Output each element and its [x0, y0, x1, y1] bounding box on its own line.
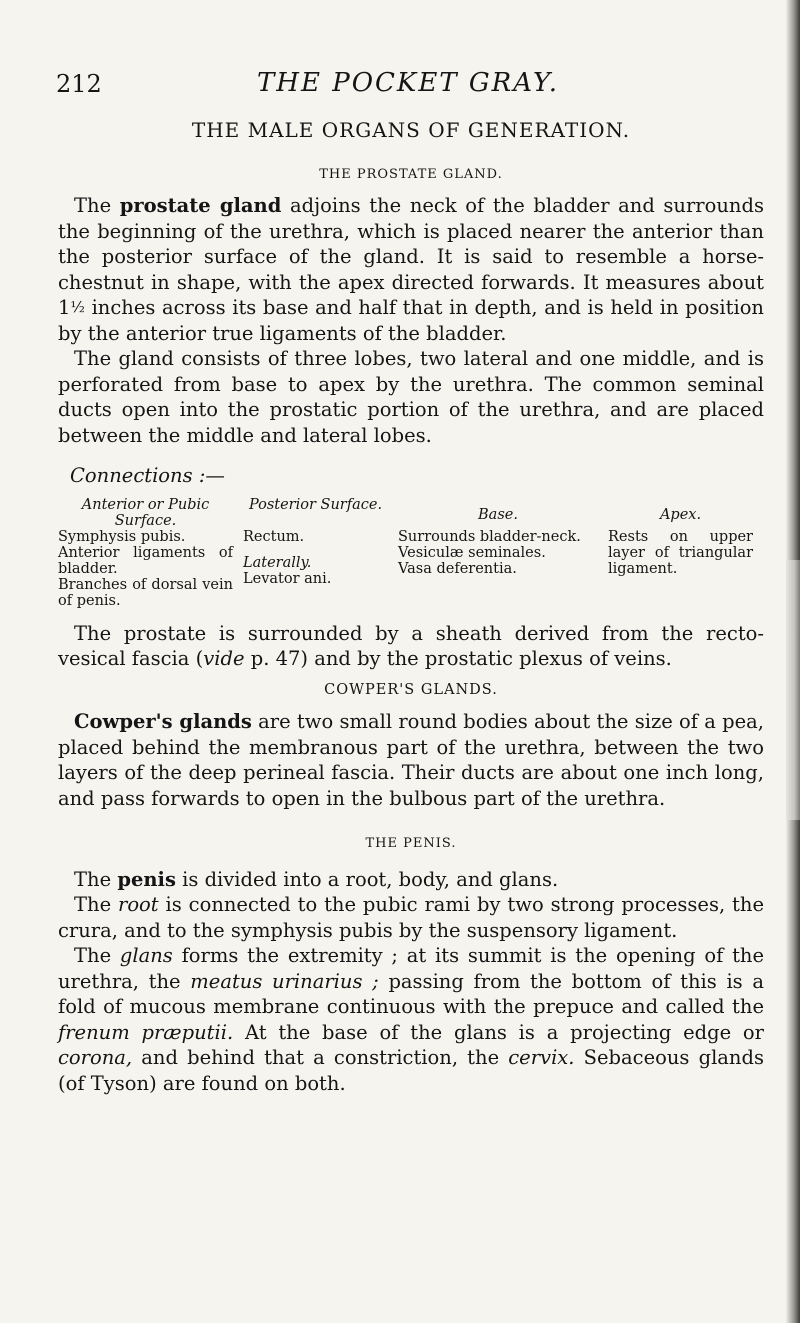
- spacer: [243, 545, 388, 555]
- text-run: At the base of the glans is a projecting edge or: [233, 1020, 764, 1044]
- text-run: is connected to the pubic rami by two strong processes, the crura, and to the symphysis pubis by the suspensory ligament.: [58, 893, 764, 942]
- prostate-paragraph-3: [58, 621, 764, 672]
- prostate-paragraph-1: [58, 193, 764, 346]
- text-run: forms the extremity ; at its summit is the opening of the urethra, the: [58, 944, 765, 993]
- penis-paragraph-3: [58, 943, 764, 1096]
- italic-cervix: cervix.: [508, 1046, 575, 1069]
- text-run: p. 47) and by the prostatic plexus of veins.: [244, 647, 672, 670]
- fraction: ½: [70, 298, 85, 316]
- text-run: are two small round bodies about the size of a pea, placed behind the membranous part of the urethra, between the two layers of the deep perineal fascia. Their ducts are about one inch long, and pass forwards to open in the bulbous part of the urethra.: [58, 710, 764, 810]
- text-run: The: [74, 893, 118, 916]
- table-cell: Vesiculæ seminales.: [398, 544, 546, 561]
- table-cell: Branches of dorsal vein of penis.: [58, 576, 233, 609]
- column-head-base: Base.: [478, 506, 518, 523]
- prostate-paragraph-2: The gland consists of three lobes, two lateral and one middle, and is perforated from base to apex by the urethra. The common seminal ducts open into the prostatic portion of the urethra, and are placed between the middle and lateral lobes.: [58, 347, 764, 447]
- term-penis: penis: [117, 867, 176, 891]
- page-number: 212: [56, 70, 102, 98]
- penis-paragraph-1: [58, 867, 764, 893]
- text-run: is divided into a root, body, and glans.: [175, 867, 559, 891]
- section-heading-prostate: THE PROSTATE GLAND.: [319, 166, 503, 182]
- penis-paragraph-2: [58, 892, 764, 943]
- text-run: Sebaceous glands (of Tyson) are found on both.: [58, 1046, 764, 1095]
- column-anterior: [58, 529, 233, 609]
- table-cell: Anterior ligaments of bladder.: [58, 544, 233, 577]
- section-heading-penis: THE PENIS.: [365, 836, 457, 851]
- term-cowpers-glands: Cowper's glands: [74, 710, 252, 733]
- table-cell: Levator ani.: [243, 570, 332, 587]
- text-run: adjoins the neck of the bladder and surrounds the beginning of the urethra, which is placed nearer the anterior than the posterior surface of the gland. It is said to resemble a horse-chestnut in shape, with the apex directed forwards. It measures about 1: [58, 194, 764, 319]
- page-header: [56, 68, 756, 108]
- column-head-posterior: Posterior Surface.: [248, 496, 383, 513]
- table-subhead-laterally: Laterally.: [243, 554, 312, 571]
- column-posterior: [243, 529, 388, 609]
- column-apex: [608, 529, 753, 609]
- page-edge-highlight: [786, 560, 800, 820]
- table-cell: Vasa deferentia.: [398, 560, 517, 577]
- text-run: The: [74, 944, 120, 967]
- italic-meatus: meatus urinarius ;: [190, 969, 379, 993]
- connections-label: Connections :—: [70, 464, 225, 487]
- column-base: [398, 529, 598, 609]
- table-cell: Rests on upper layer of triangular ligament.: [608, 528, 753, 577]
- section-heading-cowper: COWPER'S GLANDS.: [324, 681, 498, 698]
- running-title: THE POCKET GRAY.: [256, 68, 560, 98]
- page-body: [58, 118, 764, 1096]
- table-cell: Rectum.: [243, 528, 305, 545]
- italic-frenum: frenum præputii.: [58, 1020, 234, 1044]
- table-cell: Surrounds bladder-neck.: [398, 528, 581, 545]
- italic-vide: vide: [203, 647, 245, 670]
- text-run: and behind that a constriction, the: [132, 1046, 509, 1069]
- table-cell: Symphysis pubis.: [58, 528, 186, 545]
- text-run: The: [74, 194, 120, 217]
- text-run: passing from the bottom of this is a fold of mucous membrane continuous with the prepuce and called the: [58, 969, 765, 1018]
- term-prostate-gland: prostate gland: [119, 194, 282, 217]
- text-run: The: [74, 867, 118, 891]
- column-head-anterior: Anterior or Pubic Surface.: [81, 496, 210, 529]
- text-run: inches across its base and half that in depth, and is held in position by the anterior true ligaments of the bladder.: [58, 296, 764, 345]
- cowper-paragraph: [58, 709, 764, 811]
- chapter-title: THE MALE ORGANS OF GENERATION.: [191, 118, 631, 142]
- column-head-apex: Apex.: [659, 506, 702, 523]
- connections-table: [58, 497, 764, 609]
- text-run: The prostate is surrounded by a sheath derived from the recto-vesical fascia (: [58, 621, 764, 670]
- italic-glans: glans: [119, 944, 173, 967]
- italic-corona: corona,: [58, 1046, 133, 1069]
- italic-root: root: [118, 893, 159, 916]
